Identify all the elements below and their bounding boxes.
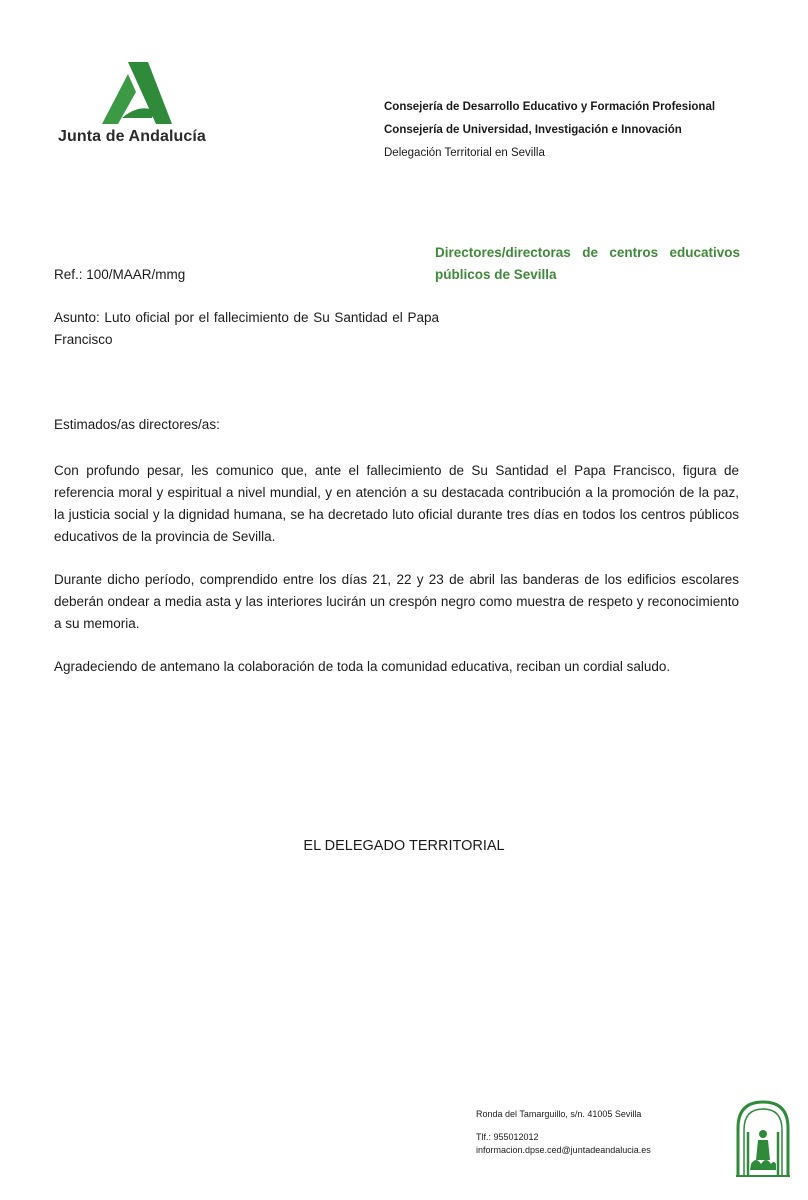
- recipient: Directores/directoras de centros educativos públicos de Sevilla: [435, 245, 740, 282]
- andalucia-coat-of-arms-icon: [734, 1098, 792, 1178]
- body-paragraph-1: Con profundo pesar, les comunico que, ante el fallecimiento de Su Santidad el Papa Francisco, figura de referencia moral y espiritual a nivel mundial, y en atención a su destacada contribución a la promoción de la paz, la justicia social y la dignidad humana, se ha decretado luto oficial durante tres días en todos los centros públicos educativos de la provincia de Sevilla.: [54, 463, 739, 544]
- body-paragraph-3: Agradeciendo de antemano la colaboración de toda la comunidad educativa, reciban un cordial saludo.: [54, 659, 671, 674]
- greeting: Estimados/as directores/as:: [54, 417, 220, 432]
- org-line-3: Delegación Territorial en Sevilla: [384, 147, 545, 159]
- footer-phone: Tlf.: 955012012: [476, 1132, 539, 1142]
- reference: Ref.: 100/MAAR/mmg: [54, 267, 186, 282]
- footer-email: informacion.dpse.ced@juntadeandalucia.es: [476, 1145, 651, 1155]
- subject: Asunto: Luto oficial por el fallecimiento de Su Santidad el Papa Francisco: [54, 310, 439, 347]
- org-line-2: Consejería de Universidad, Investigación e Innovación: [384, 124, 682, 136]
- org-line-1: Consejería de Desarrollo Educativo y Formación Profesional: [384, 101, 716, 113]
- junta-andalucia-a-logo-icon: [98, 58, 176, 126]
- logo-text: Junta de Andalucía: [58, 128, 206, 145]
- organization-header: [384, 96, 715, 165]
- body-paragraph-2: Durante dicho período, comprendido entre los días 21, 22 y 23 de abril las banderas de los edificios escolares deberán ondear a media asta y las interiores lucirán un crespón negro como muestra de respeto y reconocimiento a su memoria.: [54, 572, 739, 631]
- footer-contact: [476, 1108, 651, 1157]
- footer-address: Ronda del Tamarguillo, s/n. 41005 Sevilla: [476, 1109, 642, 1119]
- signature: EL DELEGADO TERRITORIAL: [303, 838, 505, 854]
